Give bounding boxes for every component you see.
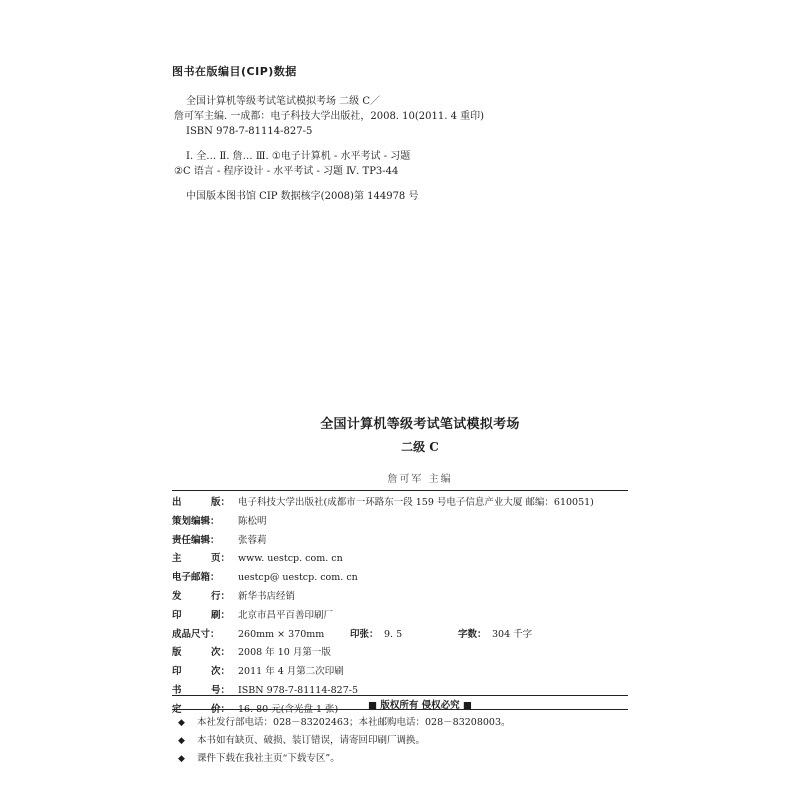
note-item bbox=[178, 732, 638, 750]
info-row bbox=[172, 532, 642, 551]
note-item bbox=[178, 714, 638, 732]
info-value: 2008 年 10 月第一版 bbox=[238, 647, 331, 659]
book-editor: 詹可军 主编 bbox=[387, 474, 453, 485]
notes-list bbox=[178, 714, 638, 768]
info-row bbox=[172, 626, 642, 645]
rights-notice: ■ 版权所有 侵权必究 ■ bbox=[368, 700, 472, 711]
diamond-bullet-icon: ◆ bbox=[178, 718, 185, 728]
word-count-label: 字数： bbox=[458, 628, 487, 640]
divider-top bbox=[172, 490, 628, 491]
info-value: 16. 80 元(含光盘 1 张) bbox=[238, 703, 339, 715]
info-label: 主 页： bbox=[172, 553, 230, 565]
info-row bbox=[172, 644, 642, 663]
info-label: 定 价： bbox=[172, 703, 230, 715]
info-row bbox=[172, 663, 642, 682]
info-value: uestcp@ uestcp. com. cn bbox=[238, 572, 358, 584]
info-label: 版 次： bbox=[172, 647, 230, 659]
book-title: 全国计算机等级考试笔试模拟考场 bbox=[320, 417, 520, 432]
divider-middle bbox=[172, 695, 628, 696]
info-row bbox=[172, 569, 642, 588]
info-label: 电子邮箱： bbox=[172, 572, 220, 584]
divider-bottom bbox=[172, 709, 628, 710]
cip-subject-line: Ⅰ. 全… Ⅱ. 詹… Ⅲ. ①电子计算机 - 水平考试 - 习题 bbox=[186, 151, 411, 162]
note-item bbox=[178, 750, 638, 768]
info-value: 新华书店经销 bbox=[238, 590, 296, 602]
cip-record bbox=[174, 94, 644, 204]
cip-heading: 图书在版编目(CIP)数据 bbox=[172, 65, 297, 78]
cip-isbn-line: ISBN 978-7-81114-827-5 bbox=[186, 126, 313, 137]
info-label: 印 次： bbox=[172, 666, 230, 678]
cip-subject-line-2: ②C 语言 - 程序设计 - 水平考试 - 习题 Ⅳ. TP3-44 bbox=[174, 166, 399, 177]
info-value: 2011 年 4 月第二次印刷 bbox=[238, 666, 344, 678]
info-value: 260mm × 370mm bbox=[238, 628, 325, 640]
info-value: 电子科技大学出版社(成都市一环路东一段 159 号电子信息产业大厦 邮编：610051) bbox=[238, 497, 594, 508]
book-subtitle: 二级 C bbox=[401, 440, 439, 454]
info-row bbox=[172, 607, 642, 626]
cip-data-number: 中国版本图书馆 CIP 数据核字(2008)第 144978 号 bbox=[186, 191, 419, 202]
info-value: www. uestcp. com. cn bbox=[238, 553, 343, 565]
cip-publisher-line: 詹可军主编. 一成都：电子科技大学出版社，2008. 10(2011. 4 重印) bbox=[174, 111, 485, 122]
word-count-value: 304 千字 bbox=[492, 628, 533, 640]
info-label: 书 号： bbox=[172, 684, 230, 696]
print-sheets-value: 9. 5 bbox=[384, 628, 403, 640]
info-value: 北京市昌平百善印刷厂 bbox=[238, 609, 334, 621]
note-text: 本社发行部电话：028－83202463；本社邮购电话：028－83208003。 bbox=[197, 717, 511, 728]
info-value: 张蓉莉 bbox=[238, 534, 267, 546]
publishing-info bbox=[172, 494, 642, 720]
info-label: 责任编辑： bbox=[172, 534, 220, 546]
info-value: ISBN 978-7-81114-827-5 bbox=[238, 684, 358, 696]
info-row bbox=[172, 513, 642, 532]
diamond-bullet-icon: ◆ bbox=[178, 754, 185, 764]
info-row bbox=[172, 494, 642, 513]
info-row bbox=[172, 588, 642, 607]
info-label: 成品尺寸： bbox=[172, 628, 220, 640]
info-label: 策划编辑： bbox=[172, 515, 220, 527]
info-value: 陈松明 bbox=[238, 515, 267, 527]
cip-title-line: 全国计算机等级考试笔试模拟考场 二级 C／ bbox=[186, 96, 381, 107]
info-label: 印 刷： bbox=[172, 609, 230, 621]
note-text: 本书如有缺页、破损、装订错误，请寄回印刷厂调换。 bbox=[197, 735, 426, 746]
info-row bbox=[172, 550, 642, 569]
info-label: 发 行： bbox=[172, 590, 230, 602]
note-text: 课件下载在我社主页“下载专区”。 bbox=[197, 753, 340, 764]
info-label: 出 版： bbox=[172, 497, 230, 508]
print-sheets-label: 印张： bbox=[350, 628, 379, 640]
diamond-bullet-icon: ◆ bbox=[178, 736, 185, 746]
